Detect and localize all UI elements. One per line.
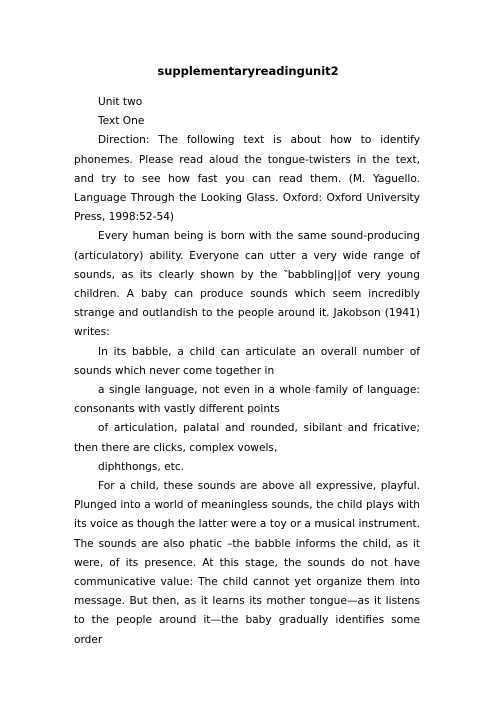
paragraph-text-one: Text One [98, 115, 145, 128]
paragraph-quote-2: a single language, not even in a whole family of language: consonants with vastly different points [74, 384, 420, 416]
paragraph-quote-3: of articulation, palatal and rounded, sibilant and fricative; then there are clicks, complex vowels, [74, 422, 420, 454]
paragraph-unit: Unit two [98, 96, 143, 108]
paragraph-quote-1: In its babble, a child can articulate an overall number of sounds which never come together in [74, 345, 420, 377]
paragraph-intro: Every human being is born with the same sound-producing (articulatory) ability. Everyone can utter a very wide range of sounds, as its clearly shown by the ‶babbling||of very young children. A baby can produce sounds which seem incredibly strange and outlandish to the people around it. Jakobson (1941) writes: [74, 230, 420, 339]
document-title: supplementaryreadingunit2 [157, 64, 339, 78]
document-body [74, 93, 420, 650]
paragraph-body: For a child, these sounds are above all expressive, playful. Plunged into a world of meaningless sounds, the child plays with its voice as though the latter were a toy or a musical instrument. The sounds are also phatic –the babble informs the child, as it were, of its presence. At this stage, the sounds do not have communicative value: The child cannot yet organize them into message. But then, as it learns its mother tongue—as it listens to the people around it—the baby gradually identifies some order [74, 480, 420, 646]
paragraph-direction: Direction: The following text is about how to identify phonemes. Please read aloud the tongue-twisters in the text, and try to see how fast you can read them. (M. Yaguello. Language Through the Looking Glass. Oxford: Oxford University Press, 1998:52-54) [74, 134, 420, 224]
paragraph-quote-4: diphthongs, etc. [98, 460, 185, 473]
